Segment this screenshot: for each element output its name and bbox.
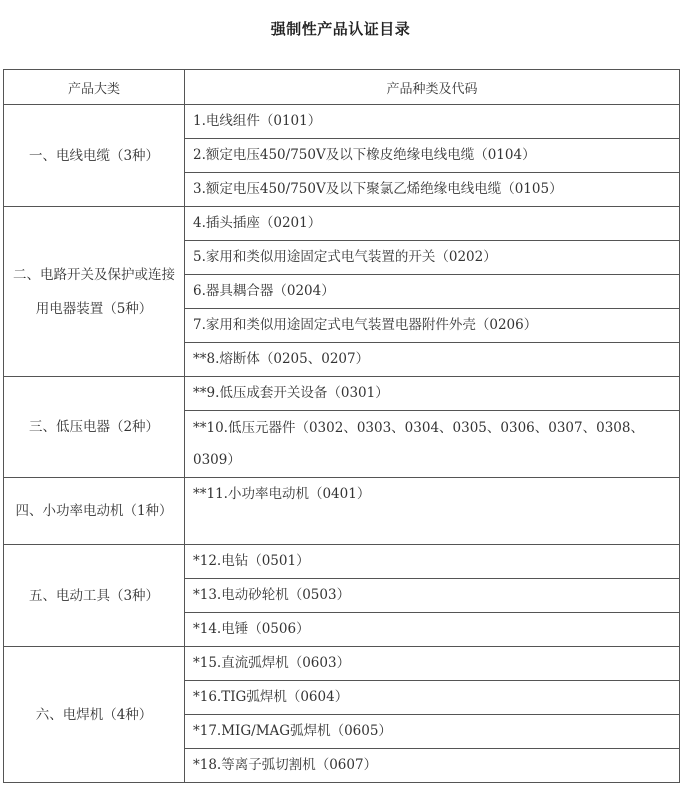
category-cell: 五、电动工具（3种） xyxy=(4,545,185,647)
product-item: **11.小功率电动机（0401） xyxy=(185,478,680,545)
table-row xyxy=(4,478,680,545)
table-row xyxy=(4,545,680,579)
product-item: 7.家用和类似用途固定式电气装置电器附件外壳（0206） xyxy=(185,309,680,343)
catalog-table xyxy=(3,69,680,783)
page-title: 强制性产品认证目录 xyxy=(270,20,411,38)
product-item: *16.TIG弧焊机（0604） xyxy=(185,681,680,715)
category-cell: 二、电路开关及保护或连接用电器装置（5种） xyxy=(4,207,185,377)
product-item: 4.插头插座（0201） xyxy=(185,207,680,241)
product-item: 3.额定电压450/750V及以下聚氯乙烯绝缘电线电缆（0105） xyxy=(185,173,680,207)
product-item: *17.MIG/MAG弧焊机（0605） xyxy=(185,715,680,749)
product-item: 1.电线组件（0101） xyxy=(185,105,680,139)
product-item: *15.直流弧焊机（0603） xyxy=(185,647,680,681)
product-item: 2.额定电压450/750V及以下橡皮绝缘电线电缆（0104） xyxy=(185,139,680,173)
table-row xyxy=(4,377,680,411)
product-item: **9.低压成套开关设备（0301） xyxy=(185,377,680,411)
category-cell: 四、小功率电动机（1种） xyxy=(4,478,185,545)
category-cell: 三、低压电器（2种） xyxy=(4,377,185,478)
table-row xyxy=(4,207,680,241)
product-item: *14.电锤（0506） xyxy=(185,613,680,647)
table-row xyxy=(4,105,680,139)
product-item: **8.熔断体（0205、0207） xyxy=(185,343,680,377)
product-item: *12.电钻（0501） xyxy=(185,545,680,579)
product-item: 6.器具耦合器（0204） xyxy=(185,275,680,309)
category-cell: 一、电线电缆（3种） xyxy=(4,105,185,207)
header-product: 产品种类及代码 xyxy=(185,70,680,105)
product-item: 5.家用和类似用途固定式电气装置的开关（0202） xyxy=(185,241,680,275)
table-row xyxy=(4,647,680,681)
category-cell: 六、电焊机（4种） xyxy=(4,647,185,783)
product-item: *13.电动砂轮机（0503） xyxy=(185,579,680,613)
product-item: **10.低压元器件（0302、0303、0304、0305、0306、0307、0308、0309） xyxy=(185,411,680,478)
header-row xyxy=(4,70,680,105)
header-category: 产品大类 xyxy=(4,70,185,105)
product-item: *18.等离子弧切割机（0607） xyxy=(185,749,680,783)
